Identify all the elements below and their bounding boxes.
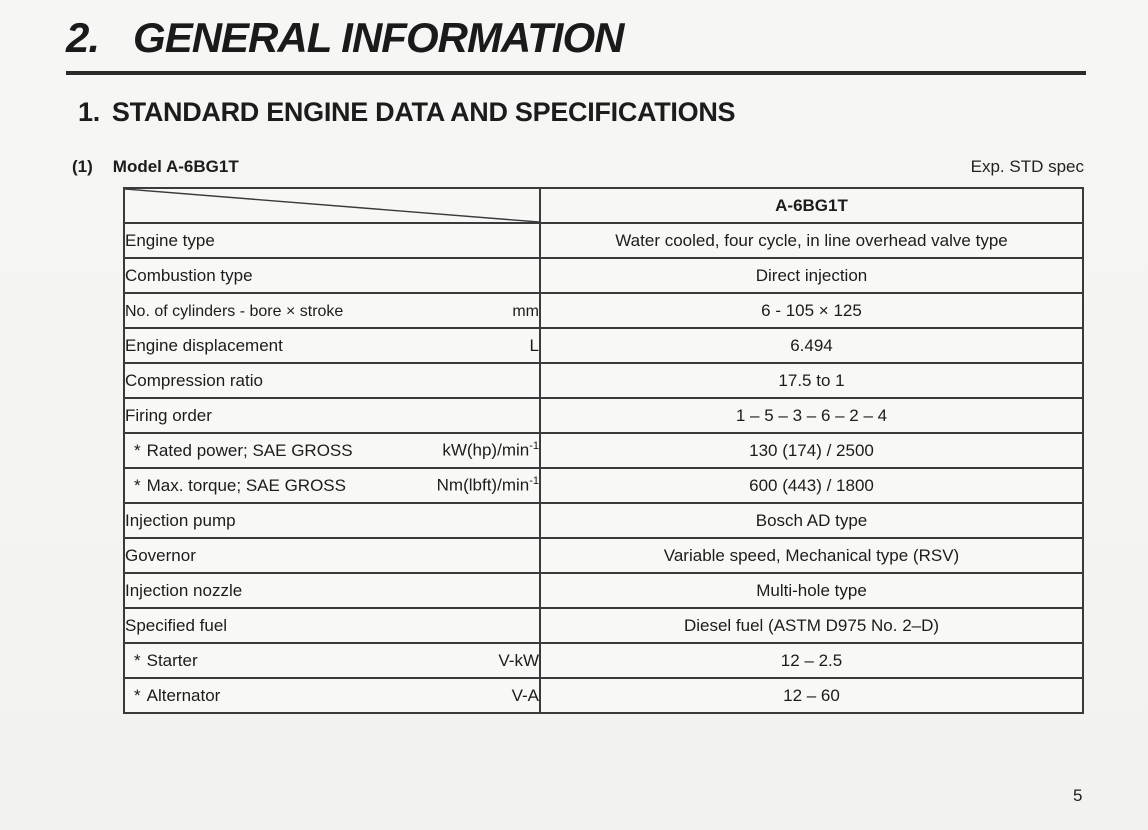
chapter-title-text: GENERAL INFORMATION <box>133 14 624 61</box>
spec-table <box>123 187 1084 714</box>
section-title-text: STANDARD ENGINE DATA AND SPECIFICATIONS <box>111 97 736 127</box>
table-row <box>124 678 1083 713</box>
diagonal-header-cell <box>124 188 540 223</box>
spec-unit-group <box>442 440 539 461</box>
spec-label: Engine type <box>125 230 215 250</box>
spec-unit: V-kW <box>498 650 539 670</box>
spec-note: Exp. STD spec <box>970 157 1084 176</box>
page-number: 5 <box>1073 786 1083 805</box>
spec-unit: L <box>529 335 539 355</box>
table-row <box>124 643 1083 678</box>
chapter-title <box>66 14 623 62</box>
spec-label-cell <box>124 468 540 503</box>
spec-value: 600 (443) / 1800 <box>540 468 1083 503</box>
asterisk-mark: * <box>134 685 141 705</box>
spec-unit-group <box>437 475 539 496</box>
spec-label-cell <box>124 573 540 608</box>
spec-label-cell <box>124 608 540 643</box>
spec-label: Injection pump <box>125 510 236 530</box>
chapter-number: 2. <box>66 14 100 61</box>
spec-value: 12 – 60 <box>540 678 1083 713</box>
spec-value: Water cooled, four cycle, in line overhead valve type <box>540 223 1083 258</box>
spec-label-cell <box>124 363 540 398</box>
subsection-title-text: Model A-6BG1T <box>112 157 239 176</box>
table-row <box>124 538 1083 573</box>
spec-label-cell <box>124 293 540 328</box>
spec-value: 1 – 5 – 3 – 6 – 2 – 4 <box>540 398 1083 433</box>
spec-label: Firing order <box>125 405 212 425</box>
asterisk-mark: * <box>134 440 141 460</box>
spec-label: Specified fuel <box>125 615 228 635</box>
spec-label-cell <box>124 538 540 573</box>
table-row <box>124 223 1083 258</box>
spec-label-cell <box>124 678 540 713</box>
spec-value: 17.5 to 1 <box>540 363 1083 398</box>
asterisk-mark: * <box>134 475 141 495</box>
spec-label-cell <box>124 398 540 433</box>
table-row <box>124 328 1083 363</box>
table-row <box>124 363 1083 398</box>
spec-label-cell <box>124 503 540 538</box>
spec-label: Governor <box>125 545 196 565</box>
table-row <box>124 503 1083 538</box>
spec-label: Engine displacement <box>125 335 283 355</box>
spec-value: Variable speed, Mechanical type (RSV) <box>540 538 1083 573</box>
table-header-row <box>124 188 1083 223</box>
table-row <box>124 608 1083 643</box>
spec-value: 12 – 2.5 <box>540 643 1083 678</box>
table-row <box>124 573 1083 608</box>
spec-label-cell <box>124 223 540 258</box>
spec-value: Direct injection <box>540 258 1083 293</box>
spec-label: Max. torque; SAE GROSS <box>146 475 346 495</box>
spec-unit: Nm(lbft)/min <box>436 475 530 495</box>
spec-label: Injection nozzle <box>125 580 243 600</box>
unit-superscript: -1 <box>529 475 539 488</box>
diagonal-line <box>125 189 539 222</box>
spec-value: Multi-hole type <box>540 573 1083 608</box>
spec-label: Compression ratio <box>125 370 263 390</box>
spec-label-cell <box>124 433 540 468</box>
spec-unit: V-A <box>511 685 539 705</box>
asterisk-mark: * <box>134 650 141 670</box>
spec-label-cell <box>124 258 540 293</box>
spec-value: 6.494 <box>540 328 1083 363</box>
unit-superscript: -1 <box>529 440 539 453</box>
spec-label: Rated power; SAE GROSS <box>146 440 353 460</box>
section-number: 1. <box>78 97 100 127</box>
spec-value: 130 (174) / 2500 <box>540 433 1083 468</box>
spec-unit: mm <box>512 302 539 320</box>
spec-value: 6 - 105 × 125 <box>540 293 1083 328</box>
spec-label: No. of cylinders - bore × stroke <box>125 302 344 320</box>
spec-label-cell <box>124 643 540 678</box>
subsection-title <box>72 157 239 177</box>
model-header: A-6BG1T <box>540 188 1083 223</box>
table-row <box>124 433 1083 468</box>
subsection-number: (1) <box>72 157 93 176</box>
table-row <box>124 293 1083 328</box>
spec-value: Bosch AD type <box>540 503 1083 538</box>
spec-label: Alternator <box>146 685 221 705</box>
table-row <box>124 398 1083 433</box>
chapter-divider <box>66 71 1086 75</box>
table-row <box>124 258 1083 293</box>
spec-label: Starter <box>146 650 198 670</box>
section-title <box>78 97 735 128</box>
spec-label: Combustion type <box>125 265 253 285</box>
spec-value: Diesel fuel (ASTM D975 No. 2–D) <box>540 608 1083 643</box>
spec-unit: kW(hp)/min <box>442 440 530 460</box>
spec-label-cell <box>124 328 540 363</box>
table-row <box>124 468 1083 503</box>
